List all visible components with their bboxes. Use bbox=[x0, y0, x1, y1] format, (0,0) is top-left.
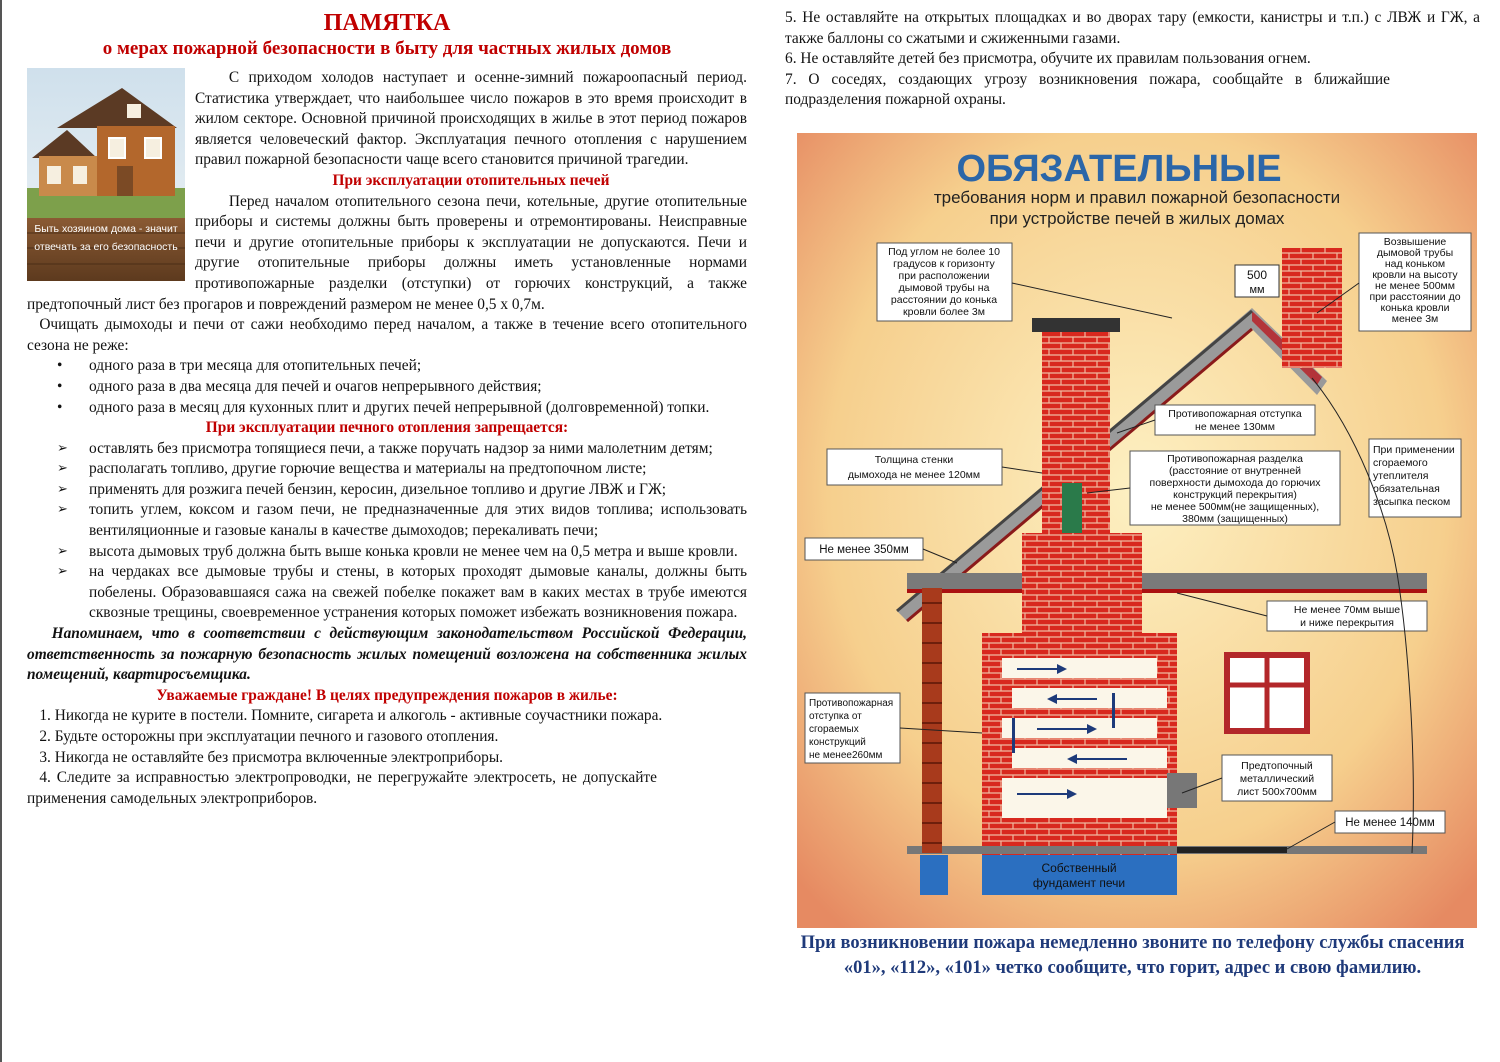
right-column bbox=[785, 8, 1480, 111]
list-item: ➢ располагать топливо, другие горючие вещества и материалы на предтопочном листе; bbox=[27, 459, 747, 480]
cut-label: Противопожарная разделка bbox=[1167, 453, 1303, 465]
rise-label: при расстоянии до bbox=[1369, 291, 1461, 303]
min140-label: Не менее 140мм bbox=[1345, 817, 1435, 829]
insulation-label: При применении bbox=[1373, 444, 1455, 456]
angle-label: дымовой трубы на bbox=[898, 282, 990, 294]
height-unit: мм bbox=[1249, 284, 1265, 296]
rule-item: 1. Никогда не курите в постели. Помните, сигарета и алкоголь - активные соучастники пожара. bbox=[39, 707, 663, 725]
rise-label: менее 3м bbox=[1391, 313, 1439, 325]
section2-heading: При эксплуатации печного отопления запрещается: bbox=[205, 419, 569, 437]
list-item: ➢ высота дымовых труб должна быть выше конька кровли не менее чем на 0,5 метра и выше кровли. bbox=[27, 542, 747, 563]
stove-requirements-diagram bbox=[797, 133, 1477, 928]
sheet-label: металлический bbox=[1239, 773, 1315, 785]
height-label: 500 bbox=[1246, 268, 1268, 282]
min70-label: Не менее 70мм выше bbox=[1293, 604, 1401, 616]
offset260-label: не менее260мм bbox=[809, 750, 883, 761]
window bbox=[1227, 655, 1307, 731]
angle-label: расстоянии до конька bbox=[890, 294, 998, 306]
list-item: • одного раза в три месяца для отопительных печей; bbox=[27, 356, 747, 377]
offset260-label: Противопожарная bbox=[809, 698, 894, 709]
chimney-right bbox=[1282, 248, 1342, 368]
reminder-text: Напоминаем, что в соответствии с действующим законодательством Российской Федерации, ответственность за пожарную безопасность жилых помещений возложена на собственника жилых помещений, квартиросъемщика. bbox=[27, 625, 747, 684]
diagram-title: ОБЯЗАТЕЛЬНЫЕ bbox=[956, 148, 1282, 190]
offset260-label: сгораемых bbox=[809, 724, 859, 735]
wall-label: дымохода не менее 120мм bbox=[847, 469, 981, 481]
rule-item: 6. Не оставляйте детей без присмотра, обучите их правилам пользования огнем. bbox=[785, 50, 1311, 68]
offset130-label: Противопожарная отступка bbox=[1168, 408, 1302, 420]
left-column bbox=[27, 8, 747, 809]
angle-label: кровли более 3м bbox=[903, 306, 985, 318]
cut-label: 380мм (защищенных) bbox=[1182, 513, 1288, 525]
offset260-label: отступка от bbox=[809, 711, 862, 722]
page-border bbox=[0, 0, 2, 1062]
cleaning-text: Очищать дымоходы и печи от сажи необходимо перед началом, а также в течение всего отопительного сезона не реже: bbox=[27, 316, 747, 354]
angle-label: Под углом не более 10 bbox=[888, 246, 1000, 258]
wall-label: Толщина стенки bbox=[874, 454, 954, 466]
rules-list-left bbox=[27, 706, 747, 809]
rise-label: не менее 500мм bbox=[1375, 280, 1455, 292]
house-illustration bbox=[27, 68, 185, 281]
rule-item: 5. Не оставляйте на открытых площадках и во дворах тару (емкости, канистры и т.п.) с ЛВЖ и ГЖ, а также баллоны со сжатыми и сжиженными газами. bbox=[785, 9, 1480, 47]
ceiling-slab bbox=[907, 573, 1427, 589]
sheet-label: Предтопочный bbox=[1241, 760, 1313, 772]
foundation-label: Собственный bbox=[1041, 861, 1117, 875]
diagram-subtitle: требования норм и правил пожарной безопасности bbox=[933, 188, 1341, 207]
rise-label: над коньком bbox=[1384, 258, 1446, 270]
rule-item: 4. Следите за исправностью электропроводки, не перегружайте электросеть, не допускайте применения самодельных электроприборов. bbox=[27, 769, 657, 807]
page-title: ПАМЯТКА bbox=[323, 10, 451, 36]
rule-item: 3. Никогда не оставляйте без присмотра включенные электроприборы. bbox=[39, 748, 504, 766]
rise-label: конька кровли bbox=[1380, 302, 1450, 314]
cleaning-list bbox=[27, 356, 747, 418]
cut-label: конструкций перекрытия) bbox=[1173, 489, 1297, 501]
section1-heading: При эксплуатации отопительных печей bbox=[332, 171, 610, 189]
list-item: ➢ на чердаках все дымовые трубы и стены, в которых проходят дымовые каналы, должны быть побелены. Образовавшаяся сажа на свежей побелке покажет вам в каких местах в трубе имеются сквозные трещины, своевременное устранения которых поможет избежать возникновения пожара. bbox=[27, 562, 747, 624]
appeal-heading: Уважаемые граждане! В целях предупреждения пожаров в жилье: bbox=[156, 686, 618, 704]
list-item: • одного раза в два месяца для печей и очагов непрерывного действия; bbox=[27, 377, 747, 398]
min70-label: и ниже перекрытия bbox=[1300, 617, 1394, 629]
angle-label: градусов к горизонту bbox=[893, 258, 995, 270]
rule-item: 7. О соседях, создающих угрозу возникновения пожара, сообщайте в ближайшие подразделения пожарной охраны. bbox=[785, 70, 1390, 109]
prohibited-list bbox=[27, 439, 747, 624]
emergency-call-text: При возникновении пожара немедленно звоните по телефону службы спасения «01», «112», «101» четко сообщите, что горит, адрес и свою фамилию. bbox=[800, 933, 1465, 978]
diagram-subtitle: при устройстве печей в жилых домах bbox=[989, 209, 1285, 228]
rise-label: кровли на высоту bbox=[1372, 269, 1458, 281]
list-item: • одного раза в месяц для кухонных плит и других печей непрерывной (долговременной) топки. bbox=[27, 398, 747, 419]
offset260-label: конструкций bbox=[809, 737, 866, 748]
intro-text: С приходом холодов наступает и осенне-зимний пожароопасный период. Статистика утверждает, что наибольшее число пожаров в это время происходит в жилом секторе. Основной причиной происходящих в жилье в этот период пожаров является человеческий фактор. Эксплуатация печного отопления с нарушением правил пожарной безопасности чаще всего становится причиной трагедии. bbox=[195, 69, 747, 169]
page-subtitle: о мерах пожарной безопасности в быту для частных жилых домов bbox=[102, 38, 672, 59]
insulation-label: обязательная bbox=[1373, 483, 1440, 495]
list-item: ➢ оставлять без присмотра топящиеся печи, а также поручать надзор за ними малолетним детям; bbox=[27, 439, 747, 460]
list-item: ➢ топить углем, коксом и газом печи, не предназначенные для этих видов топлива; использовать вентиляционные и газовые каналы в качестве дымоходов; перекаливать печи; bbox=[27, 500, 747, 541]
insulation-label: сгораемого bbox=[1373, 457, 1428, 469]
insulation-label: засыпка песком bbox=[1373, 496, 1451, 508]
insulation-label: утеплителя bbox=[1373, 470, 1429, 482]
log-wall bbox=[922, 588, 942, 853]
offset130-label: не менее 130мм bbox=[1195, 421, 1275, 433]
cut-label: не менее 500мм(не защищенных), bbox=[1150, 501, 1320, 513]
rule-item: 2. Будьте осторожны при эксплуатации печного и газового отопления. bbox=[39, 728, 499, 745]
cut-label: (расстояние от внутренней bbox=[1168, 465, 1302, 477]
cut-label: поверхности дымохода до горючих bbox=[1149, 477, 1321, 489]
sheet-label: лист 500х700мм bbox=[1237, 786, 1317, 798]
section1-text: Перед началом отопительного сезона печи, котельные, другие отопительные приборы и системы должны быть проверены и отремонтированы. Неисправные печи и другие отопительные приборы к эксплуатации не допускаются. Печи и другие отопительные приборы должны иметь установленные нормами противопожарные разделки (отступки) от горючих конструкций, а также предтопочный лист без прогаров и повреждений размером не менее 0,5 х 0,7м. bbox=[27, 192, 747, 313]
rise-label: дымовой трубы bbox=[1376, 247, 1454, 259]
list-item: ➢ применять для розжига печей бензин, керосин, дизельное топливо и другие ЛВЖ и ГЖ; bbox=[27, 480, 747, 501]
angle-label: при расположении bbox=[898, 270, 990, 282]
rise-label: Возвышение bbox=[1383, 236, 1447, 248]
min350-label: Не менее 350мм bbox=[819, 544, 909, 556]
image-caption: Быть хозяином дома - значит отвечать за его безопасность bbox=[34, 223, 178, 253]
foundation-label: фундамент печи bbox=[1032, 876, 1126, 890]
